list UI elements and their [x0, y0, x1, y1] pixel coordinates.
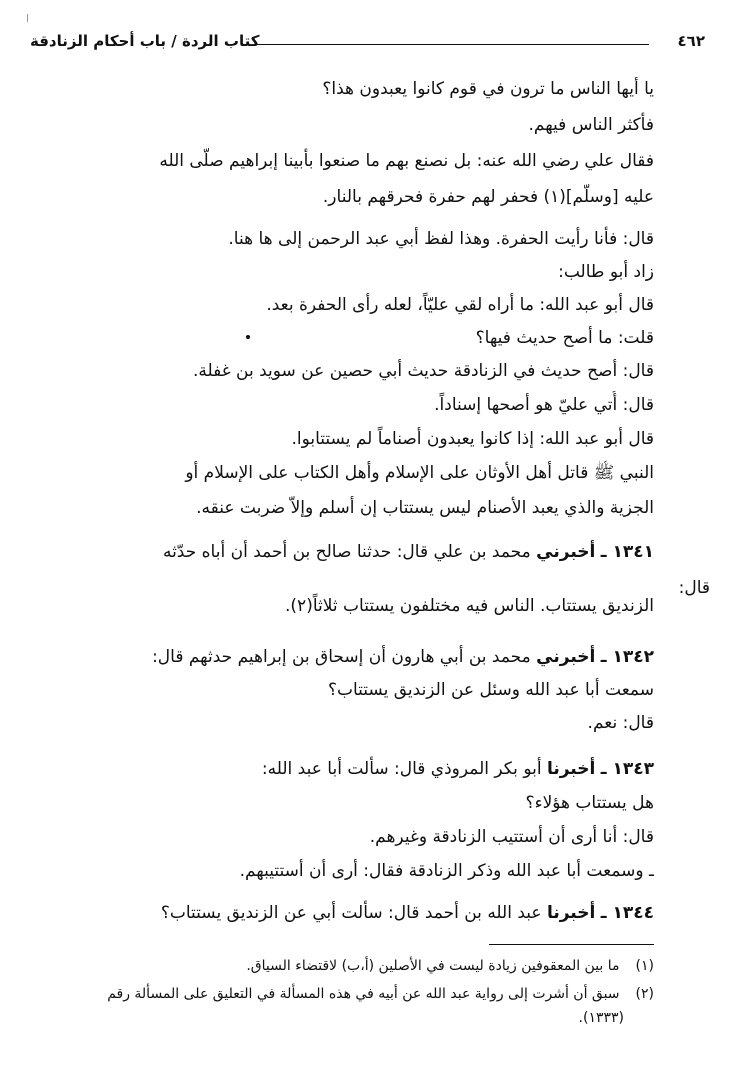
footnote-number: (٢): [635, 986, 654, 1002]
footnote-text: سبق أن أشرت إلى رواية عبد الله عن أبيه في هذه المسألة في التعليق على المسألة رقم: [107, 986, 620, 1002]
page-header: [30, 30, 705, 56]
entry-keyword: أخبرنا: [546, 903, 596, 923]
text-line: قال:: [678, 578, 710, 598]
text-line: زاد أبو طالب:: [558, 262, 654, 282]
entry-1344: [40, 899, 654, 927]
entry-number: ١٣٤٢ ـ: [600, 647, 654, 667]
footnote-text: ما بين المعقوفين زيادة ليست في الأصلين (أ،ب) لاقتضاء السياق.: [246, 958, 620, 974]
entry-1341: [40, 538, 654, 566]
margin-mark: [27, 14, 28, 22]
text-line: قال: أُتي عليّ هو أصحها إسناداً.: [434, 395, 654, 415]
text-line: سمعت أبا عبد الله وسئل عن الزنديق يستتاب؟: [327, 680, 654, 700]
text-line: قال أبو عبد الله: إذا كانوا يعبدون أصناماً لم يستتابوا.: [291, 429, 654, 449]
entry-number: ١٣٤٤ ـ: [600, 903, 654, 923]
text-line: هل يستتاب هؤلاء؟: [525, 793, 654, 813]
running-title: كتاب الردة / باب أحكام الزنادقة: [30, 32, 260, 50]
footnote-rule: [489, 944, 654, 945]
header-rule: [255, 44, 649, 45]
entry-text: عبد الله بن أحمد قال: سألت أبي عن الزنديق يستتاب؟: [160, 903, 542, 923]
entry-text: محمد بن علي قال: حدثنا صالح بن أحمد أن أباه حدّثه: [162, 542, 531, 562]
stray-dot: [246, 335, 250, 339]
entry-text: محمد بن أبي هارون أن إسحاق بن إبراهيم حدثهم قال:: [152, 647, 531, 667]
text-line: قال أبو عبد الله: ما أراه لقي عليّاً، لعله رأى الحفرة بعد.: [266, 295, 654, 315]
text-line: قلت: ما أصح حديث فيها؟: [475, 328, 654, 348]
entry-text: أبو بكر المروذي قال: سألت أبا عبد الله:: [261, 759, 542, 779]
entry-keyword: أخبرني: [536, 647, 596, 667]
text-line: قال: أنا أرى أن أستتيب الزنادقة وغيرهم.: [369, 827, 654, 847]
text-line: فأكثر الناس فيهم.: [528, 115, 654, 135]
entry-number: ١٣٤١ ـ: [600, 542, 654, 562]
footnote-1: [40, 955, 654, 977]
entry-keyword: أخبرنا: [546, 759, 596, 779]
entry-number: ١٣٤٣ ـ: [600, 759, 654, 779]
footnote-2: [40, 983, 654, 1005]
text-line: الجزية والذي يعبد الأصنام ليس يستتاب إن أسلم وإلاّ ضربت عنقه.: [196, 498, 654, 518]
text-line: النبي ﷺ قاتل أهل الأوثان على الإسلام وأهل الكتاب على الإسلام أو: [185, 463, 654, 483]
footnote-number: (١): [635, 958, 654, 974]
entry-keyword: أخبرني: [536, 542, 596, 562]
text-line: قال: فأنا رأيت الحفرة. وهذا لفظ أبي عبد الرحمن إلى ها هنا.: [228, 229, 654, 249]
footnote-2-continuation: (١٣٣٣).: [578, 1010, 624, 1026]
text-line: ـ وسمعت أبا عبد الله وذكر الزنادقة فقال: أرى أن أستتيبهم.: [239, 861, 654, 881]
text-line: فقال علي رضي الله عنه: بل نصنع بهم ما صنعوا بأبينا إبراهيم صلّى الله: [159, 151, 654, 171]
text-line: يا أيها الناس ما ترون في قوم كانوا يعبدون هذا؟: [322, 79, 654, 99]
text-line: عليه [وسلّم](١) فحفر لهم حفرة فحرقهم بالنار.: [322, 187, 654, 207]
page-number: ٤٦٢: [677, 32, 705, 50]
text-line: الزنديق يستتاب. الناس فيه مختلفون يستتاب ثلاثاً(٢).: [285, 596, 654, 616]
text-line: قال: نعم.: [587, 713, 654, 733]
entry-1343: [40, 755, 654, 783]
text-line: قال: أصح حديث في الزنادقة حديث أبي حصين عن سويد بن غفلة.: [193, 361, 654, 381]
entry-1342: [40, 643, 654, 671]
